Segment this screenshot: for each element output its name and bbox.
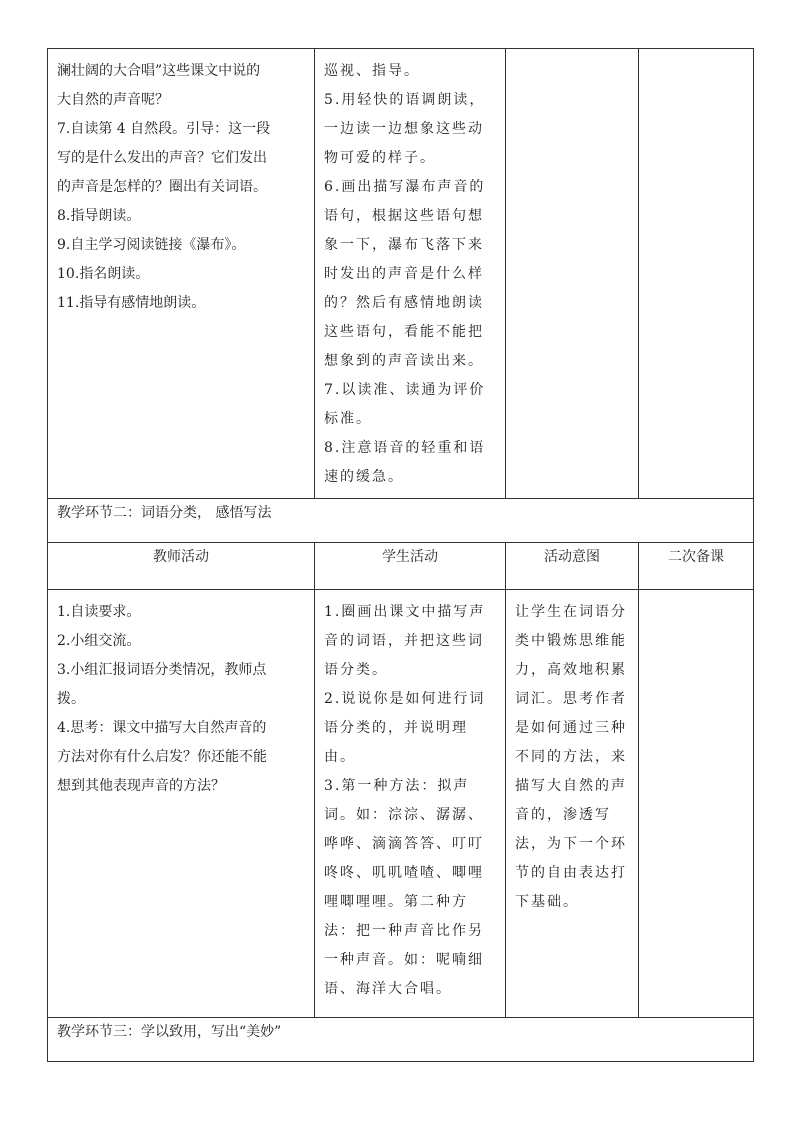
section-title-cell bbox=[48, 499, 754, 543]
student-activity-cell bbox=[315, 49, 506, 499]
text-line: 的？然后有感情地朗读 bbox=[324, 295, 484, 311]
text-line: 力，高效地积累 bbox=[515, 662, 627, 678]
teacher-activity-lines bbox=[48, 49, 314, 324]
text-line: 描写大自然的声 bbox=[515, 778, 627, 794]
text-line: 9.自主学习阅读链接《瀑布》。 bbox=[57, 237, 246, 253]
activity-intent-cell bbox=[506, 49, 639, 499]
text-line: 大自然的声音呢？ bbox=[57, 92, 169, 108]
text-line: 一种声音。如：呢喃细 bbox=[324, 952, 484, 968]
text-line: 6.画出描写瀑布声音的 bbox=[324, 179, 486, 195]
second-prep-cell bbox=[639, 49, 754, 499]
text-line: 语分类的，并说明理 bbox=[324, 720, 468, 736]
text-line: 1.自读要求。 bbox=[57, 604, 141, 620]
section-title: 教学环节三：学以致用，写出“美妙” bbox=[57, 1024, 282, 1040]
teacher-activity-lines bbox=[48, 590, 314, 807]
section-row bbox=[48, 499, 754, 543]
text-line: 词汇。思考作者 bbox=[515, 691, 627, 707]
text-line: 语句，根据这些语句想 bbox=[324, 208, 484, 224]
teacher-activity-cell bbox=[48, 590, 315, 1018]
text-line: 时发出的声音是什么样 bbox=[324, 266, 484, 282]
text-line: 是如何通过三种 bbox=[515, 720, 627, 736]
text-line: 写的是什么发出的声音？它们发出 bbox=[57, 150, 267, 166]
text-line: 10.指名朗读。 bbox=[57, 266, 150, 282]
student-activity-lines bbox=[315, 49, 505, 498]
column-header-teacher: 教师活动 bbox=[48, 543, 315, 590]
text-line: 节的自由表达打 bbox=[515, 865, 627, 881]
second-prep-cell bbox=[639, 590, 754, 1018]
text-line: 速的缓急。 bbox=[324, 469, 404, 485]
header-row bbox=[48, 543, 754, 590]
text-line: 词。如：淙淙、潺潺、 bbox=[324, 807, 484, 823]
column-header-intent: 活动意图 bbox=[506, 543, 639, 590]
text-line: 物可爱的样子。 bbox=[324, 150, 436, 166]
text-line: 8.注意语音的轻重和语 bbox=[324, 440, 486, 456]
text-line: 方法对你有什么启发？你还能不能 bbox=[57, 749, 267, 765]
text-line: 3.第一种方法：拟声 bbox=[324, 778, 470, 794]
student-activity-cell bbox=[315, 590, 506, 1018]
text-line: 法：把一种声音比作另 bbox=[324, 923, 484, 939]
text-line: 音的，渗透写 bbox=[515, 807, 611, 823]
text-line: 11.指导有感情地朗读。 bbox=[57, 295, 206, 311]
column-header-student: 学生活动 bbox=[315, 543, 506, 590]
text-line: 语分类。 bbox=[324, 662, 388, 678]
teacher-activity-cell bbox=[48, 49, 315, 499]
text-line: 象一下，瀑布飞落下来 bbox=[324, 237, 484, 253]
text-line: 类中锻炼思维能 bbox=[515, 633, 627, 649]
text-line: 下基础。 bbox=[515, 894, 579, 910]
activity-row bbox=[48, 590, 754, 1018]
text-line: 法，为下一个环 bbox=[515, 836, 627, 852]
student-activity-lines bbox=[315, 590, 505, 1010]
text-line: 标准。 bbox=[324, 411, 372, 427]
text-line: 让学生在词语分 bbox=[515, 604, 627, 620]
text-line: 这些语句，看能不能把 bbox=[324, 324, 484, 340]
text-line: 的声音是怎样的？圈出有关词语。 bbox=[57, 179, 267, 195]
text-line: 语、海洋大合唱。 bbox=[324, 981, 452, 997]
text-line: 咚咚、叽叽喳喳、唧哩 bbox=[324, 865, 484, 881]
text-line: 3.小组汇报词语分类情况，教师点 bbox=[57, 662, 267, 678]
text-line: 2.小组交流。 bbox=[57, 633, 141, 649]
activity-intent-cell bbox=[506, 590, 639, 1018]
text-line: 想到其他表现声音的方法？ bbox=[57, 778, 225, 794]
text-line: 音的词语，并把这些词 bbox=[324, 633, 484, 649]
section-row bbox=[48, 1018, 754, 1062]
text-line: 拨。 bbox=[57, 691, 85, 707]
text-line: 想象到的声音读出来。 bbox=[324, 353, 484, 369]
section-title-cell bbox=[48, 1018, 754, 1062]
text-line: 由。 bbox=[324, 749, 356, 765]
text-line: 一边读一边想象这些动 bbox=[324, 121, 484, 137]
activity-intent-lines bbox=[506, 590, 638, 923]
text-line: 澜壮阔的大合唱”这些课文中说的 bbox=[57, 63, 261, 79]
activity-row-continued bbox=[48, 49, 754, 499]
text-line: 5.用轻快的语调朗读， bbox=[324, 92, 486, 108]
text-line: 8.指导朗读。 bbox=[57, 208, 141, 224]
text-line: 7.自读第 4 自然段。引导：这一段 bbox=[57, 121, 271, 137]
section-title: 教学环节二：词语分类， 感悟写法 bbox=[57, 505, 272, 521]
text-line: 巡视、指导。 bbox=[324, 63, 420, 79]
text-line: 1.圈画出课文中描写声 bbox=[324, 604, 486, 620]
lesson-plan-table bbox=[47, 48, 754, 1062]
text-line: 哗哗、滴滴答答、叮叮 bbox=[324, 836, 484, 852]
text-line: 7.以读准、读通为评价 bbox=[324, 382, 486, 398]
text-line: 不同的方法，来 bbox=[515, 749, 627, 765]
text-line: 4.思考：课文中描写大自然声音的 bbox=[57, 720, 267, 736]
text-line: 2.说说你是如何进行词 bbox=[324, 691, 486, 707]
column-header-second-prep: 二次备课 bbox=[639, 543, 754, 590]
text-line: 哩唧哩哩。第二种方 bbox=[324, 894, 468, 910]
